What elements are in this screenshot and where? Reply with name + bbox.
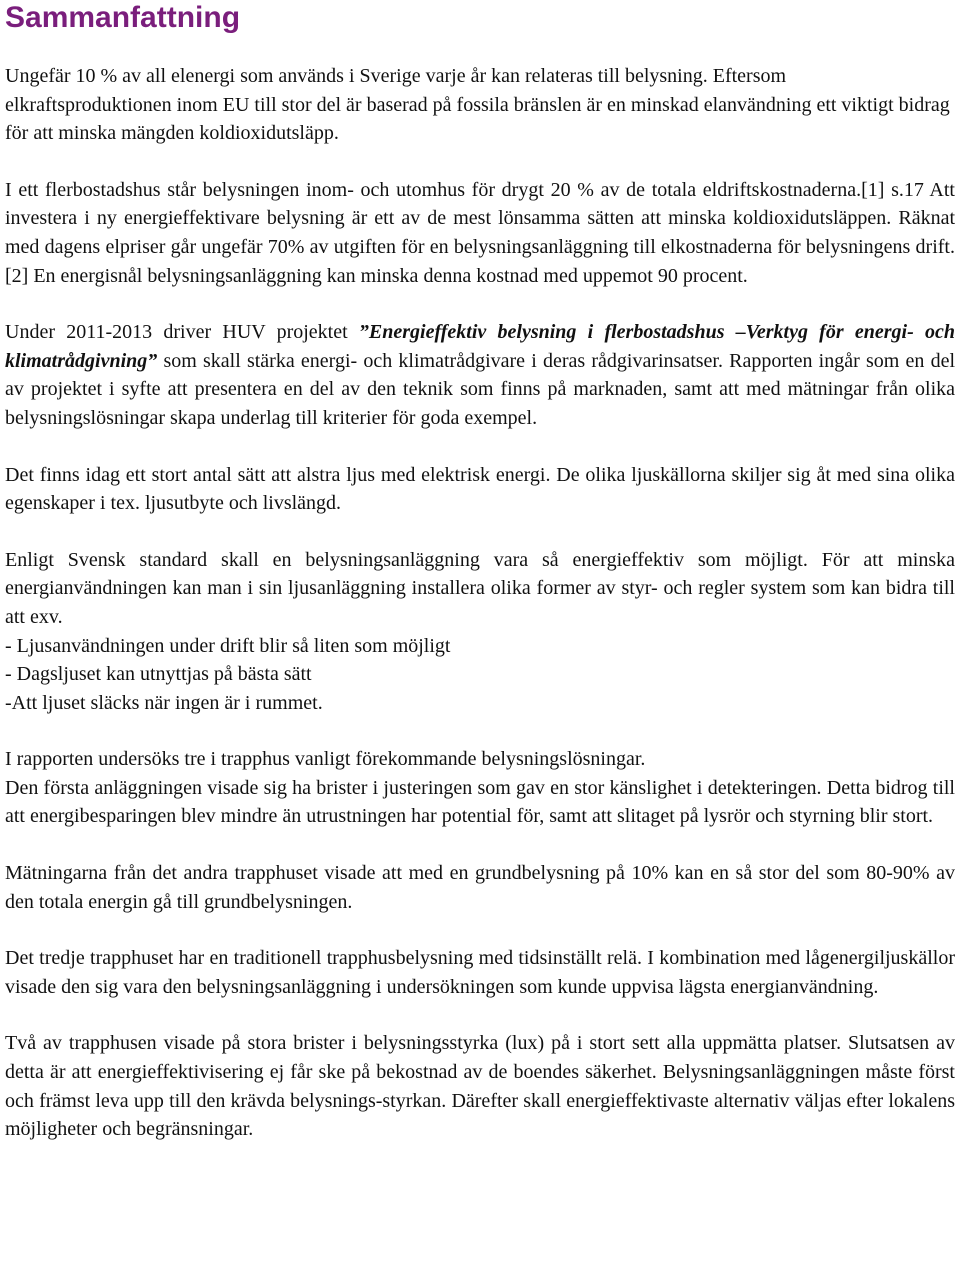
paragraph-intro: Ungefär 10 % av all elenergi som används i Sverige varje år kan relateras till belysning. Eftersom elkraftsproduktionen inom EU till stor del är baserad på fossila bränslen är en minskad elanvändning ett viktigt bidrag för att minska mängden koldioxidutsläpp. — [5, 65, 950, 145]
control-benefits-list — [5, 632, 955, 718]
paragraph-conclusion: Två av trapphusen visade på stora brister i belysningsstyrka (lux) på i stort sett alla uppmätta platser. Slutsatsen av detta är att energieffektivisering ej får ske på bekostnad av de boendes säkerhet. Belysningsanläggningen måste först och främst leva upp till den krävda belysnings-styrkan. Därefter skall energieffektivaste alternativ väljas efter lokalens möjligheter och begränsningar. — [5, 1032, 955, 1141]
project-description: som skall stärka energi- och klimatrådgivare i deras rådgivarinsatser. Rapporten ingår som en del av projektet i syfte att presentera en del av den teknik som finns på marknaden, samt att med mätningar från olika belysningslösningar skapa underlag till kriterier för goda exempel. — [5, 349, 956, 429]
paragraph-project — [5, 318, 955, 432]
list-item: -Att ljuset släcks när ingen är i rummet. — [5, 691, 323, 714]
project-title: ”Energieffektiv belysning i flerbostadshus –Verktyg för energi- och klimatrådgivning” — [5, 321, 955, 372]
list-item: - Ljusanvändningen under drift blir så liten som möjligt — [5, 634, 451, 657]
project-intro-text: Under 2011-2013 driver HUV projektet — [5, 321, 359, 344]
paragraph-second-stairwell: Mätningarna från det andra trapphuset visade att med en grundbelysning på 10% kan en så stor del som 80-90% av den totala energin gå till grundbelysningen. — [5, 862, 955, 913]
paragraph-standard: Enligt Svensk standard skall en belysningsanläggning vara så energieffektiv som möjligt. För att minska energianvändningen kan man i sin ljusanläggning installera olika former av styr- och regler system som kan bidra till att exv. — [5, 548, 955, 628]
paragraph-report-scope: I rapporten undersöks tre i trapphus vanligt förekommande belysningslösningar. — [5, 748, 646, 771]
paragraph-third-stairwell: Det tredje trapphuset har en traditionell trapphusbelysning med tidsinställt relä. I kombination med lågenergiljuskällor visade den sig vara den belysningsanläggning i undersökningen som kunde uppvisa lägsta energianvändning. — [5, 947, 955, 998]
list-item: - Dagsljuset kan utnyttjas på bästa sätt — [5, 663, 312, 686]
paragraph-light-sources: Det finns idag ett stort antal sätt att alstra ljus med elektrisk energi. De olika ljuskällorna skiljer sig åt med sina olika egenskaper i tex. ljusutbyte och livslängd. — [5, 463, 955, 515]
paragraph-costs: I ett flerbostadshus står belysningen inom- och utomhus för drygt 20 % av de totala eldriftskostnaderna.[1] s.17 Att investera i ny energieffektivare belysning är ett av de mest lönsamma sätten att minska koldioxidutsläppen. Räknat med dagens elpriser går ungefär 70% av utgiften för en belysningsanläggning till elkostnaderna för belysningens drift.[2] En energisnål belysningsanläggning kan minska denna kostnad med uppemot 90 procent. — [5, 178, 955, 287]
paragraph-first-installation: Den första anläggningen visade sig ha brister i justeringen som gav en stor känslighet i detekteringen. Detta bidrog till att energibesparingen blev mindre än utrustningen har potential för, samt att slitaget på lysrör och styrning blir stort. — [5, 776, 955, 828]
page-title: Sammanfattning — [5, 1, 241, 34]
